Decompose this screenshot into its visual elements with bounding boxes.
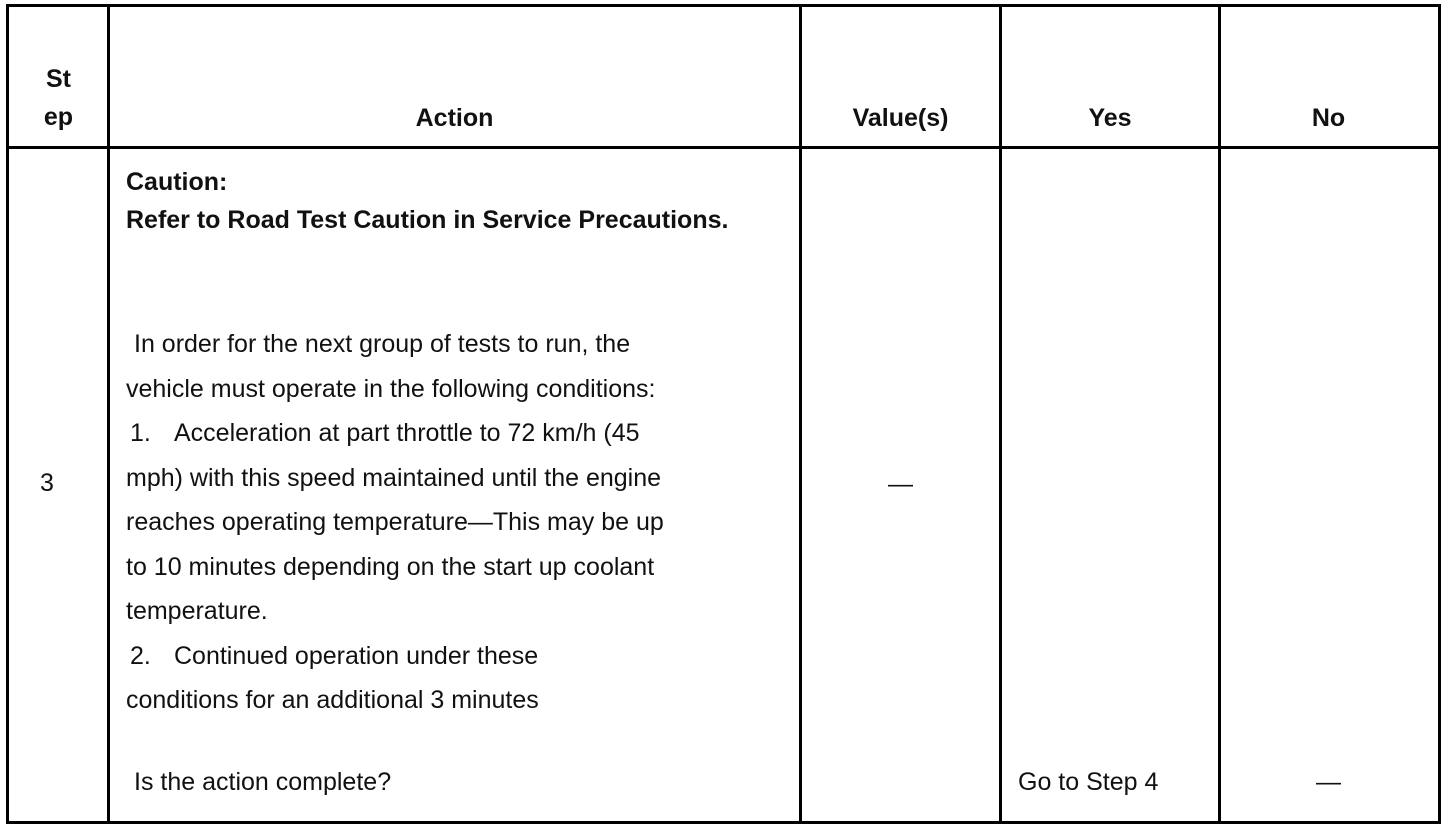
list-item-2-line-1 — [126, 634, 776, 679]
table-border-right — [1438, 6, 1441, 824]
list-item-2-text: Continued operation under these — [174, 641, 539, 670]
caution-title: Caution: — [126, 168, 228, 196]
header-divider — [6, 146, 1441, 149]
caution-text: Refer to Road Test Caution in Service Precautions. — [126, 206, 729, 234]
list-item-1-text: Acceleration at part throttle to 72 km/h (45 — [174, 419, 640, 447]
list-item-1-number: 1. — [130, 419, 151, 447]
intro-line-1: In order for the next group of tests to run, the — [134, 330, 631, 358]
table-border-bottom — [6, 821, 1441, 824]
header-step-line2: ep — [43, 103, 74, 131]
header-action: Action — [415, 104, 494, 132]
yes-result: Go to Step 4 — [1018, 768, 1159, 796]
list-item-2-number: 2. — [130, 641, 151, 670]
list-item-1-line-2: mph) with this speed maintained until the engine — [126, 463, 662, 492]
no-result: — — [1316, 768, 1341, 796]
list-item-2-line-2: conditions for an additional 3 minutes — [126, 686, 539, 714]
header-yes: Yes — [1088, 104, 1132, 132]
action-question: Is the action complete? — [134, 768, 392, 796]
action-instructions — [126, 322, 776, 723]
list-item-1-line-3: reaches operating temperature—This may be up — [126, 508, 664, 536]
table-border-top — [6, 4, 1441, 7]
list-item-1-line-4: to 10 minutes depending on the start up coolant — [126, 552, 655, 581]
intro-line-2: vehicle must operate in the following conditions: — [126, 374, 656, 403]
value-cell: — — [888, 470, 913, 498]
list-item-1-line-1 — [126, 411, 776, 456]
header-values: Value(s) — [852, 104, 949, 132]
list-item-1-line-5: temperature. — [126, 597, 268, 625]
header-step — [10, 60, 107, 136]
step-number: 3 — [40, 469, 54, 497]
table-border-left — [6, 6, 9, 824]
header-no: No — [1311, 104, 1346, 132]
header-step-line1: St — [46, 65, 71, 93]
